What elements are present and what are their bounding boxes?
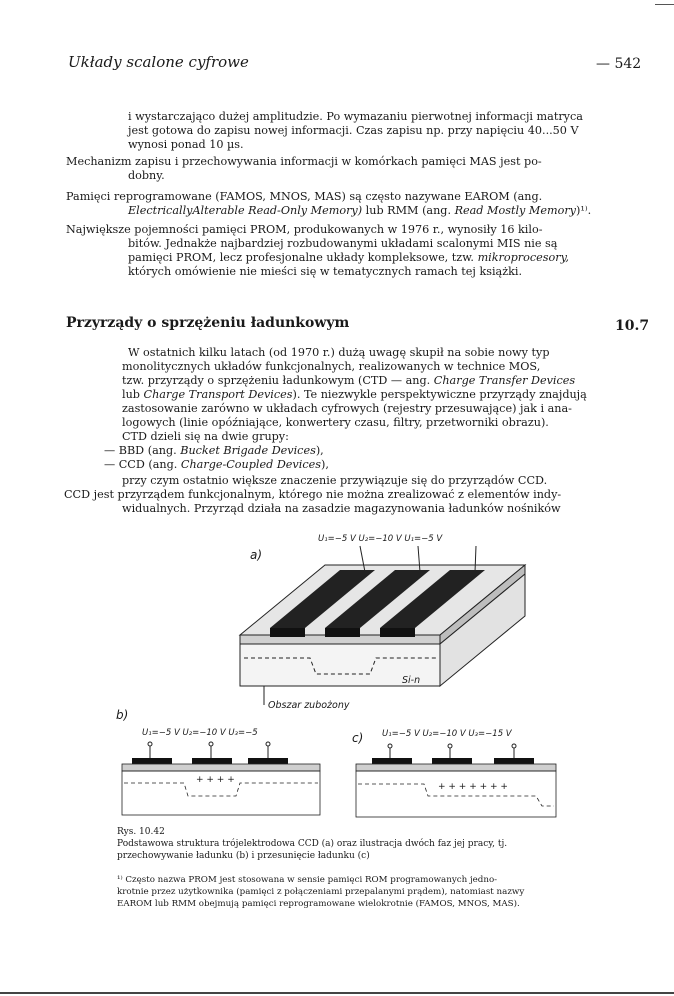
italic-term: ElectricallyAlterable Read-Only Memory) (128, 204, 363, 217)
figure-caption-label: Rys. 10.42 (117, 827, 165, 837)
text-line (122, 388, 587, 401)
italic-term: Charge Transport Devices (143, 388, 293, 401)
text-span: — CCD (ang. (104, 458, 181, 471)
text-span: ), (315, 444, 324, 457)
figure-c-label: c) (352, 731, 364, 745)
text-line: logowych (linie opóźniające, konwertery czasu, filtry, przetworniki obrazu). (122, 416, 549, 429)
list-item (104, 458, 329, 471)
text-line: W ostatnich kilku latach (od 1970 r.) dużą uwagę skupił na sobie nowy typ (128, 346, 550, 359)
si-n-label: Si-n (402, 675, 421, 686)
text-span: — BBD (ang. (104, 444, 181, 457)
section-number: 10.7 (615, 318, 650, 334)
text-line: Pamięci reprogramowane (FAMOS, MNOS, MAS) są często nazywane EAROM (ang. (66, 190, 543, 203)
page-bottom-edge (0, 992, 674, 994)
footnote-line: krotnie przez użytkownika (pamięci z połączeniami przepalanymi prądem), natomiast nazwy (117, 887, 525, 897)
text-line: monolitycznych układów funkcjonalnych, realizowanych w technice MOS, (122, 360, 541, 373)
text-span: pamięci PROM, lecz profesjonalne układy kompleksowe, tzw. (128, 251, 478, 264)
text-line: dobny. (128, 169, 165, 182)
figure-a-drawing (230, 540, 540, 710)
figure-c-voltages: U₁=−5 V U₂=−10 V U₃=−15 V (382, 729, 512, 739)
text-line (128, 204, 591, 217)
figure-c-charges: + + + + + + + (438, 782, 508, 792)
footnote-line: ¹⁾ Często nazwa PROM jest stosowana w sensie pamięci ROM programowanych jedno- (117, 875, 498, 885)
text-line: Największe pojemności pamięci PROM, produkowanych w 1976 r., wynosiły 16 kilo- (66, 223, 543, 236)
text-line: bitów. Jednakże najbardziej rozbudowanymi układami scalonymi MIS nie są (128, 237, 558, 250)
text-span: lub (122, 388, 144, 401)
italic-term: Bucket Brigade Devices (180, 444, 316, 457)
figure-caption-line: przechowywanie ładunku (b) i przesunięcie ładunku (c) (117, 851, 370, 861)
corner-mark (655, 4, 674, 5)
text-line: widualnych. Przyrząd działa na zasadzie magazynowania ładunków nośników (122, 502, 561, 515)
list-item (104, 444, 324, 457)
text-span: lub RMM (ang. (362, 204, 455, 217)
text-span: ), (320, 458, 329, 471)
figure-b-label: b) (116, 708, 129, 722)
page-number: — 542 (596, 56, 642, 72)
figure-b-charges: + + + + (196, 775, 235, 785)
text-span: ). Te niezwykle perspektywiczne przyrządy znajdują (292, 388, 587, 401)
italic-term: Charge-Coupled Devices (180, 458, 321, 471)
text-line: zastosowanie zarówno w układach cyfrowych (rejestry przesuwające) jak i ana- (122, 402, 572, 415)
depletion-label: Obszar zubożony (268, 700, 350, 711)
text-line: jest gotowa do zapisu nowej informacji. Czas zapisu np. przy napięciu 40...50 V (128, 124, 579, 137)
italic-term: Charge Transfer Devices (433, 374, 576, 387)
text-span: )¹⁾. (576, 204, 592, 217)
text-line: CCD jest przyrządem funkcjonalnym, którego nie można zrealizować z elementów indy- (64, 488, 562, 501)
italic-term: Read Mostly Memory (454, 204, 576, 217)
figure-a-voltages: U₁=−5 V U₂=−10 V U₁=−5 V (318, 534, 443, 544)
italic-term: mikroprocesory, (477, 251, 569, 264)
figure-b-voltages: U₁=−5 V U₂=−10 V U₃=−5 (142, 728, 258, 738)
text-line: których omówienie nie mieści się w tematycznych ramach tej książki. (128, 265, 523, 278)
text-line: wynosi ponad 10 µs. (128, 138, 244, 151)
figure-a-label: a) (250, 548, 263, 562)
text-line: Mechanizm zapisu i przechowywania informacji w komórkach pamięci MAS jest po- (66, 155, 542, 168)
text-line (128, 251, 569, 264)
text-line: przy czym ostatnio większe znaczenie przywiązuje się do przyrządów CCD. (122, 474, 548, 487)
figure-caption-line: Podstawowa struktura trójelektrodowa CCD (a) oraz ilustracja dwóch faz jej pracy, tj. (117, 839, 508, 849)
text-line: i wystarczająco dużej amplitudzie. Po wymazaniu pierwotnej informacji matryca (128, 110, 583, 123)
text-span: tzw. przyrządy o sprzężeniu ładunkowym (CTD — ang. (122, 374, 434, 387)
footnote-line: EAROM lub RMM obejmują pamięci reprogramowane wielokrotnie (FAMOS, MNOS, MAS). (117, 899, 520, 909)
section-title: Przyrządy o sprzężeniu ładunkowym (66, 315, 350, 331)
text-line: CTD dzieli się na dwie grupy: (122, 430, 289, 443)
text-line (122, 374, 575, 387)
running-header-title: Układy scalone cyfrowe (68, 53, 249, 71)
figure-c-drawing (350, 740, 565, 820)
